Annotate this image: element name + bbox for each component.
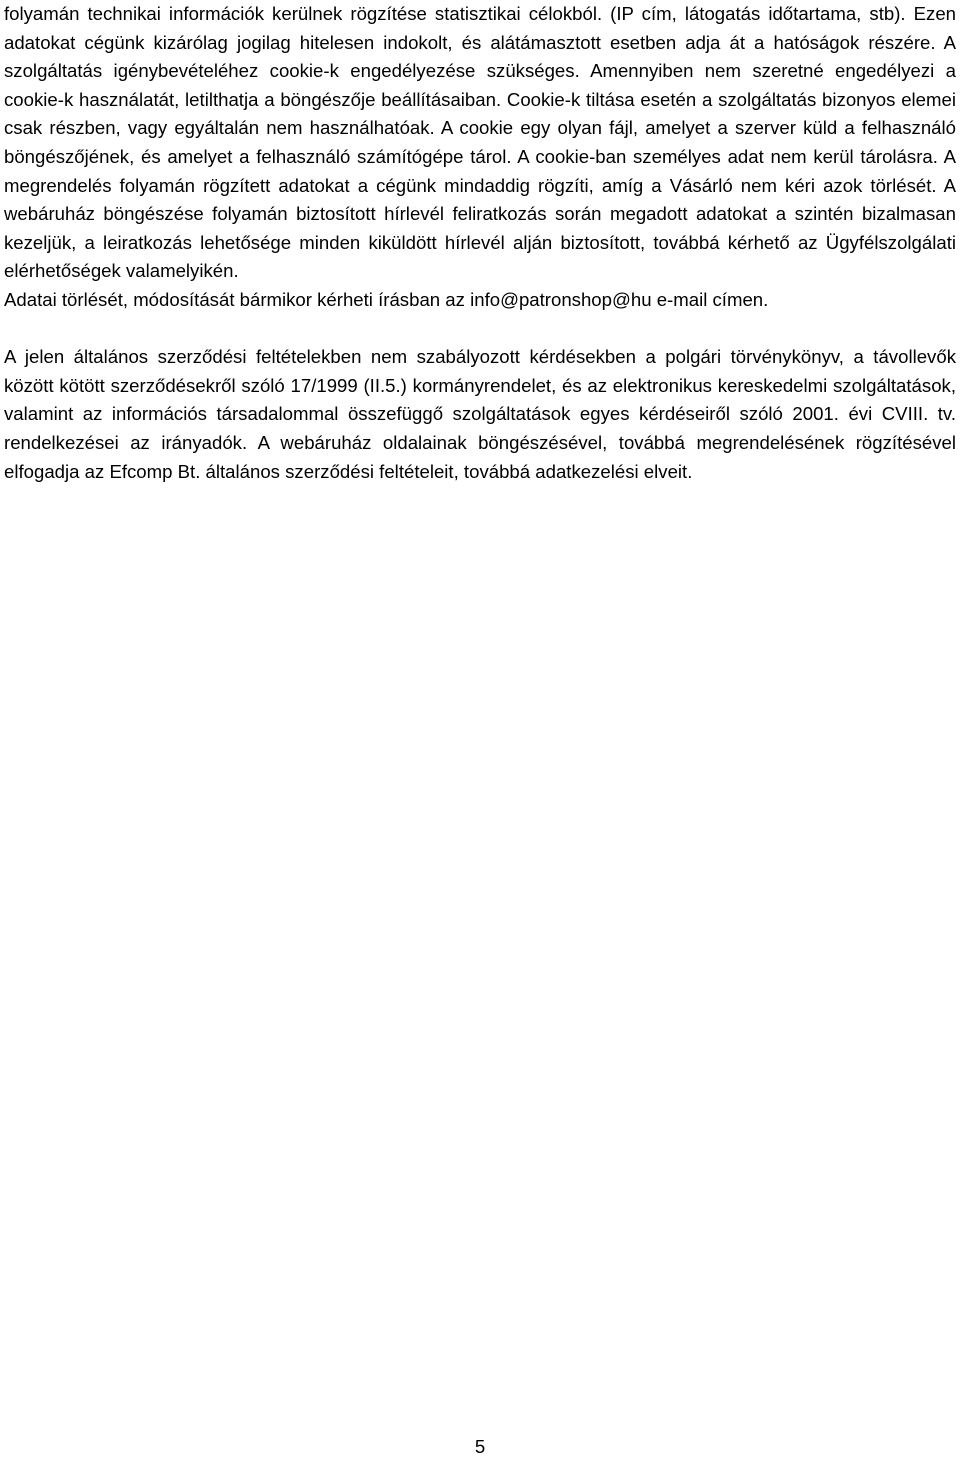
paragraph-segment-cookies: A szolgáltatás igénybevételéhez cookie-k engedélyezése szükséges. Amennyiben nem szeretné engedélyezi a cookie-k használatát, letilthatja a böngészője beállításaiban. Cookie-k tiltása esetén a szolgáltatás bizonyos elemei csak részben, vagy egyáltalán nem használhatóak. A cookie egy olyan fájl, amelyet a szerver küld a felhasználó böngészőjének, és amelyet a felhasználó számítógépe tárol. A cookie-ban személyes adat nem kerül tárolásra. [4, 31, 956, 167]
deletion-request-paragraph: Adatai törlését, módosítását bármikor kérheti írásban az info@patronshop@hu e-mail címen. [4, 288, 769, 310]
paragraph-segment-logging: folyamán technikai információk kerülnek rögzítése statisztikai célokból. (IP cím, látogatás időtartama, stb). Ezen adatokat cégünk kizárólag jogilag hitelesen indokolt, és alátámasztott esetben adja át a hatóságok részére. [4, 3, 956, 53]
paragraph-segment-retention: A megrendelés folyamán rögzített adatokat a cégünk mindaddig rögzíti, amíg a Vásárló nem kéri azok törlését. A webáruház böngészése folyamán biztosított hírlevél feliratkozás során megadott adatokat a szintén bizalmasan kezeljük, a leiratkozás lehetősége minden kiküldött hírlevél alján biztosított, továbbá kérhető az Ügyfélszolgálati elérhetőségek valamelyikén. [4, 145, 957, 282]
paragraph-spacer [4, 315, 956, 344]
document-page [4, 0, 956, 486]
legal-terms-paragraph: A jelen általános szerződési feltételekben nem szabályozott kérdésekben a polgári törvénykönyv, a távollevők között kötött szerződésekről szóló 17/1999 (II.5.) kormányrendelet, és az elektronikus kereskedelmi szolgáltatások, valamint az információs társadalommal összefüggő szolgáltatások egyes kérdéseiről szóló 2001. évi CVIII. tv. rendelkezései az irányadók. A webáruház oldalainak böngészésével, továbbá megrendelésének rögzítésével elfogadja az Efcomp Bt. általános szerződési feltételeit, továbbá adatkezelési elveit. [4, 346, 956, 482]
page-number: 5 [474, 1436, 486, 1457]
privacy-paragraph [4, 0, 956, 286]
